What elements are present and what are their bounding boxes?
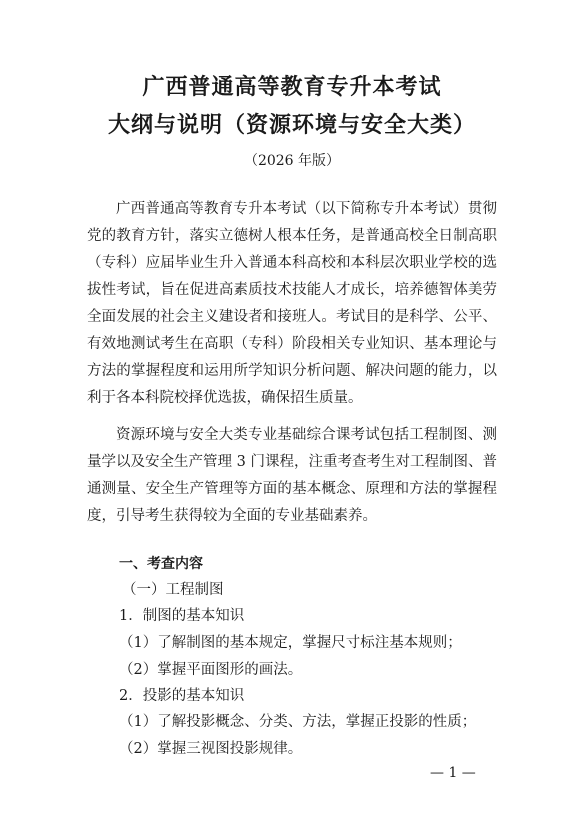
section-heading: 一、考查内容 [119, 556, 203, 572]
list-item: （2）掌握平面图形的画法。 [119, 662, 303, 678]
list-item: （1）了解投影概念、分类、方法，掌握正投影的性质； [119, 714, 477, 730]
scope-paragraph: 资源环境与安全大类专业基础综合课考试包括工程制图、测量学以及安全生产管理 3 门课程，注重考查考生对工程制图、普通测量、安全生产管理等方面的基本概念、原理和方法的掌握程度，引导考生获得较为全面的专业基础素养。 [87, 427, 497, 524]
intro-paragraph: 广西普通高等教育专升本考试（以下简称专升本考试）贯彻党的教育方针，落实立德树人根本任务，是普通高校全日制高职（专科）应届毕业生升入普通本科高校和本科层次职业学校的选拔性考试，旨在促进高素质技术技能人才成长，培养德智体美劳全面发展的社会主义建设者和接班人。考试目的是科学、公平、有效地测试考生在高职（专科）阶段相关专业知识、基本理论与方法的掌握程度和运用所学知识分析问题、解决问题的能力，以利于各本科院校择优选拔，确保招生质量。 [87, 201, 497, 406]
list-item: （1）了解制图的基本规定，掌握尺寸标注基本规则； [119, 635, 462, 651]
subsection-heading: （一）工程制图 [122, 582, 224, 598]
document-title-line2: 大纲与说明（资源环境与安全大类） [107, 112, 476, 138]
item-heading: 2．投影的基本知识 [119, 688, 245, 704]
document-title-line1: 广西普通高等教育专升本考试 [142, 74, 442, 100]
edition-label: （2026 年版） [243, 153, 341, 169]
item-heading: 1．制图的基本知识 [119, 608, 245, 624]
list-item: （2）掌握三视图投影规律。 [119, 741, 303, 757]
page-number: — 1 — [430, 765, 476, 781]
